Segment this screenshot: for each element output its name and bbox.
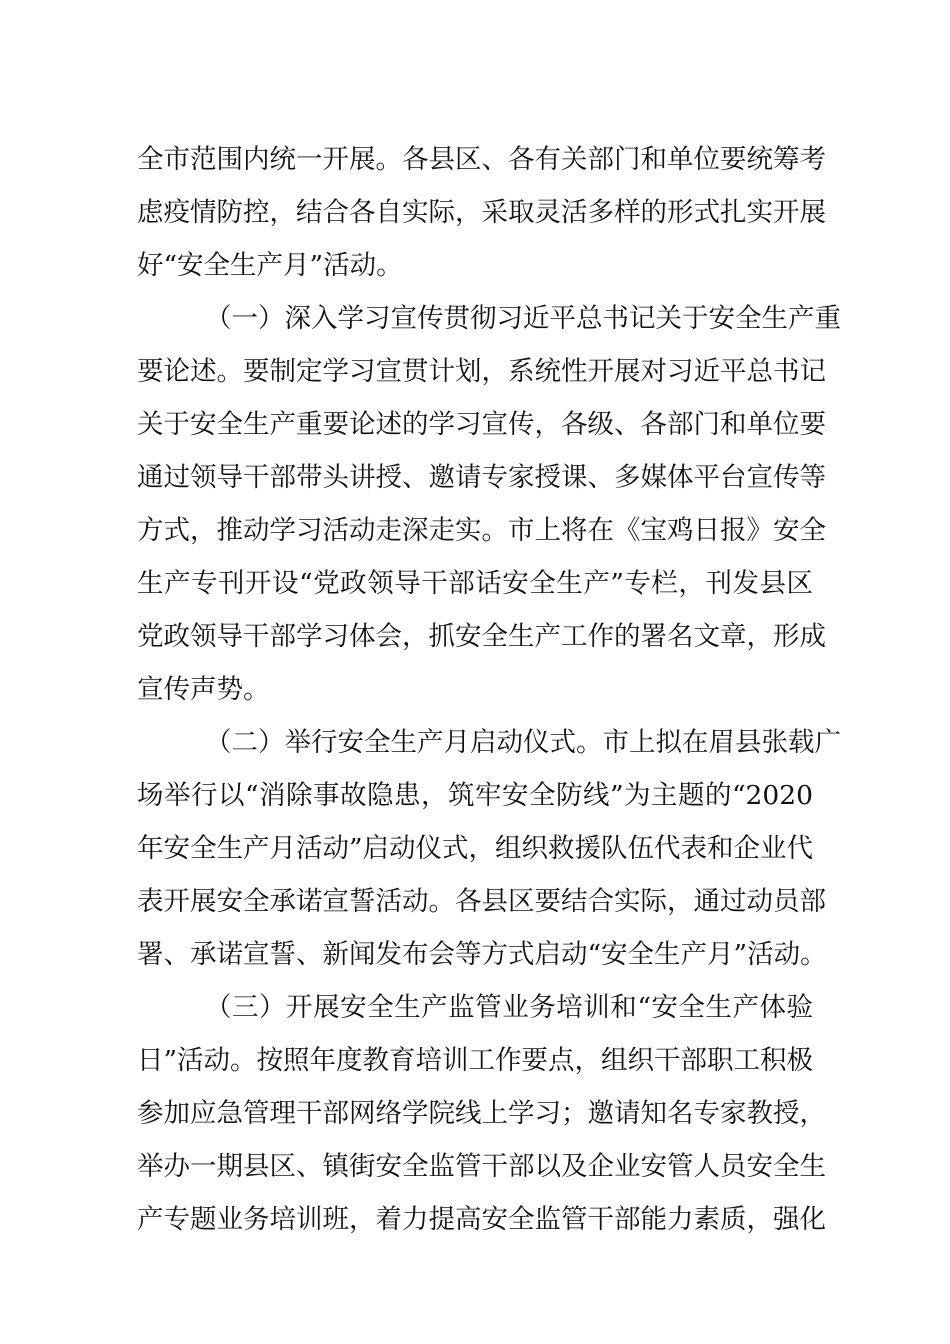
text-line: 场举行以“消除事故隐患，筑牢安全防线”为主题的“2020 [137,780,813,811]
text-line: 参加应急管理干部网络学院线上学习；邀请知名专家教授， [137,1098,826,1129]
text-line: 产专题业务培训班，着力提高安全监管干部能力素质，强化 [137,1204,826,1235]
section-heading-line: （二）举行安全生产月启动仪式。市上拟在眉县张载广 [205,727,841,758]
text-line: 关于安全生产重要论述的学习宣传，各级、各部门和单位要 [137,409,826,440]
text-line: 方式，推动学习活动走深走实。市上将在《宝鸡日报》安全 [137,515,826,546]
text-line: 年安全生产月活动”启动仪式，组织救援队伍代表和企业代 [137,833,814,864]
text-line: 举办一期县区、镇街安全监管干部以及企业安管人员安全生 [137,1151,826,1182]
text-line: 日”活动。按照年度教育培训工作要点，组织干部职工积极 [137,1045,814,1076]
text-line: 宣传声势。 [137,674,270,705]
text-line: 署、承诺宣誓、新闻发布会等方式启动“安全生产月”活动。 [137,939,827,970]
text-line: 通过领导干部带头讲授、邀请专家授课、多媒体平台宣传等 [137,462,826,493]
text-line: 表开展安全承诺宣誓活动。各县区要结合实际，通过动员部 [137,886,826,917]
text-line: 生产专刊开设“党政领导干部话安全生产”专栏，刊发县区 [137,568,813,599]
text-line: 要论述。要制定学习宣贯计划，系统性开展对习近平总书记 [137,356,826,387]
section-heading-line: （一）深入学习宣传贯彻习近平总书记关于安全生产重 [205,303,841,334]
section-heading-line: （三）开展安全生产监管业务培训和“安全生产体验 [205,992,813,1023]
text-line: 好“安全生产月”活动。 [137,250,403,281]
text-line: 党政领导干部学习体会，抓安全生产工作的署名文章，形成 [137,621,826,652]
text-line: 虑疫情防控，结合各自实际，采取灵活多样的形式扎实开展 [137,197,826,228]
text-line: 全市范围内统一开展。各县区、各有关部门和单位要统筹考 [137,144,826,175]
